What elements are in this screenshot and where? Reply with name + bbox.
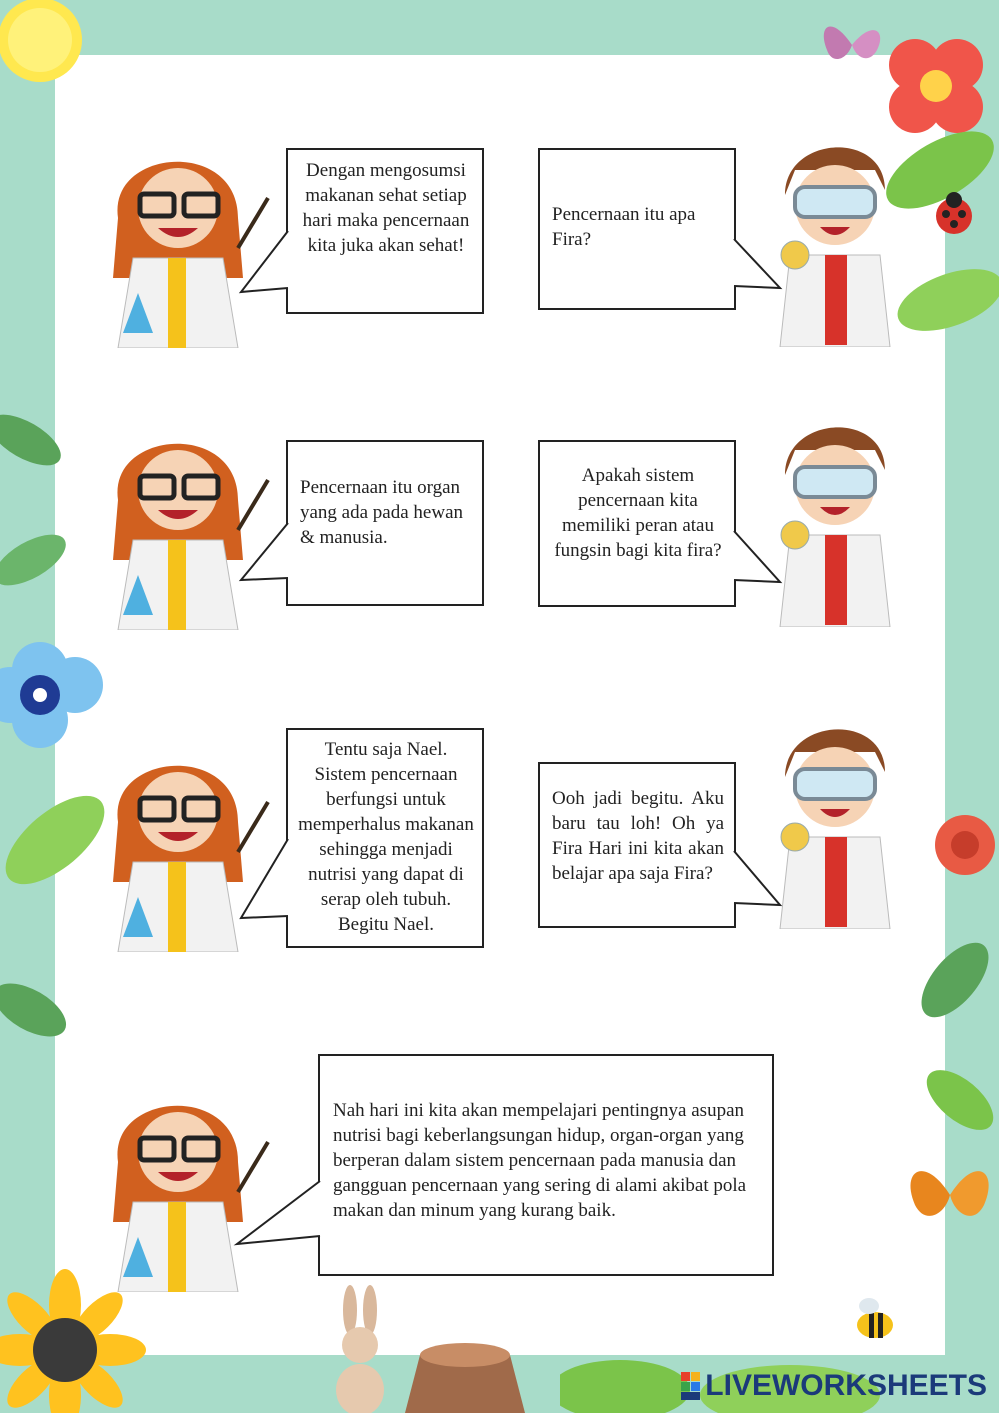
bubble-tail — [240, 838, 290, 920]
butterfly-icon — [900, 1150, 999, 1240]
rabbit-icon — [325, 1285, 395, 1413]
butterfly-icon — [812, 5, 892, 85]
boy-scientist-avatar — [770, 125, 900, 347]
ladybug-icon — [930, 190, 978, 238]
bubble-text: Apakah sistem pencernaan kita memiliki peran atau fungsin bagi kita fira? — [554, 465, 722, 561]
speech-bubble — [286, 440, 484, 606]
girl-scientist-avatar — [98, 410, 278, 630]
speech-bubble — [538, 762, 736, 928]
bubble-tail — [732, 530, 782, 585]
bubble-text: Pencernaan itu apa Fira? — [552, 204, 696, 250]
bubble-text: Ooh jadi begitu. Aku baru tau loh! Oh ya Fira Hari ini kita akan belajar apa saja Fira? — [552, 788, 724, 884]
boy-scientist-avatar — [770, 707, 900, 929]
bubble-text: Nah hari ini kita akan mempelajari pentingnya asupan nutrisi bagi keberlangsungan hidup, organ-organ yang berperan dalam sistem pencernaan pada manusia dan gangguan pencernaan yang sering di alami akibat pola makan dan minum yang kurang baik. — [333, 1100, 747, 1221]
bubble-text: Dengan mengosumsi makanan sehat setiap hari maka pencernaan kita juka akan sehat! — [302, 160, 470, 256]
liveworksheets-logo — [681, 1369, 987, 1403]
speech-bubble — [286, 148, 484, 314]
speech-bubble — [318, 1054, 774, 1276]
bubble-tail — [236, 1180, 322, 1248]
flower-icon — [925, 805, 999, 885]
liveworksheets-mark-icon — [681, 1372, 701, 1400]
speech-bubble — [538, 148, 736, 310]
bubble-tail — [732, 238, 782, 293]
bubble-tail — [240, 522, 290, 584]
sun-icon — [0, 0, 110, 110]
leaf-icon — [0, 380, 70, 640]
bubble-tail — [240, 230, 290, 295]
leaf-icon — [905, 900, 999, 1160]
liveworksheets-text: LIVEWORKSHEETS — [705, 1369, 987, 1402]
bubble-tail — [732, 850, 782, 908]
tree-stump-icon — [395, 1340, 535, 1413]
speech-bubble — [286, 728, 484, 948]
speech-bubble — [538, 440, 736, 607]
flower-icon — [0, 630, 110, 760]
bubble-text: Pencernaan itu organ yang ada pada hewan & manusia. — [300, 477, 464, 548]
bubble-text: Tentu saja Nael. Sistem pencernaan berfungsi untuk memperhalus makanan sehingga menjadi nutrisi yang dapat di serap oleh tubuh. Begitu Nael. — [298, 739, 474, 935]
boy-scientist-avatar — [770, 405, 900, 627]
